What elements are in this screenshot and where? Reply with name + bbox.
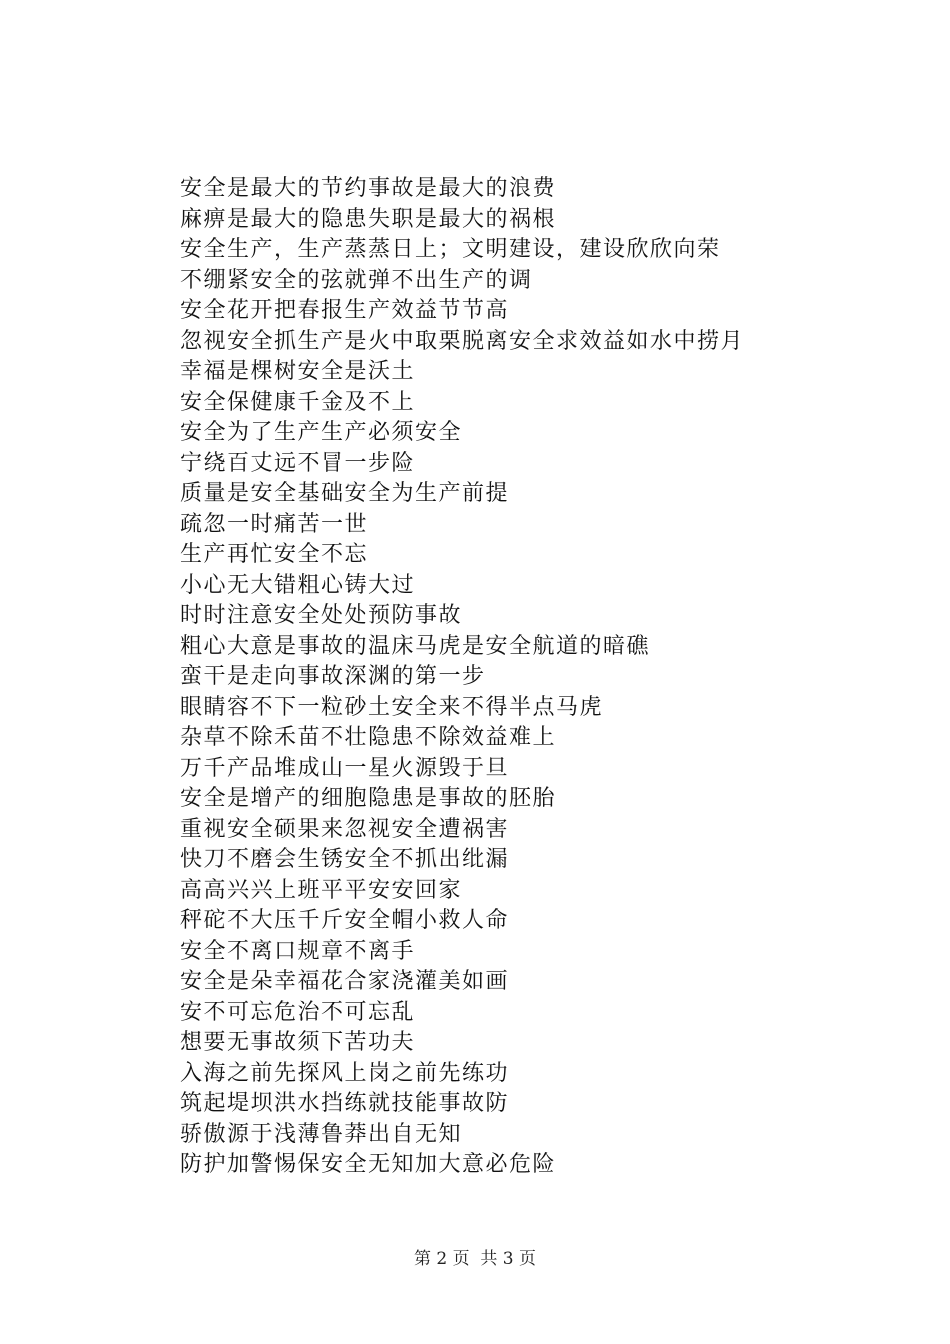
slogan-line: 安全是最大的节约事故是最大的浪费 — [180, 176, 557, 201]
slogan-line: 快刀不磨会生锈安全不抓出纰漏 — [180, 847, 510, 872]
slogan-line: 入海之前先探风上岗之前先练功 — [180, 1060, 510, 1086]
slogan-line: 安不可忘危治不可忘乱 — [180, 999, 416, 1025]
slogan-line: 杂草不除禾苗不壮隐患不除效益难上 — [180, 725, 557, 750]
slogan-line: 想要无事故须下苦功夫 — [180, 1030, 416, 1055]
slogan-line: 高高兴兴上班平平安安回家 — [180, 877, 463, 903]
slogan-line: 麻痹是最大的隐患失职是最大的祸根 — [180, 206, 557, 232]
slogan-line: 忽视安全抓生产是火中取栗脱离安全求效益如水中捞月 — [180, 328, 745, 354]
slogan-line: 眼睛容不下一粒砂土安全来不得半点马虎 — [180, 694, 604, 720]
slogan-line: 不绷紧安全的弦就弹不出生产的调 — [180, 267, 533, 293]
slogan-line: 骄傲源于浅薄鲁莽出自无知 — [180, 1121, 463, 1147]
slogan-line: 安全为了生产生产必须安全 — [180, 420, 463, 445]
slogan-line: 宁绕百丈远不冒一步险 — [180, 450, 416, 476]
slogan-line: 安全是朵幸福花合家浇灌美如画 — [180, 969, 510, 994]
slogan-line: 安全保健康千金及不上 — [180, 389, 416, 415]
slogan-line: 防护加警惕保安全无知加大意必危险 — [180, 1152, 557, 1177]
slogan-list — [180, 174, 744, 1181]
slogan-line: 安全生产，生产蒸蒸日上；文明建设，建设欣欣向荣 — [180, 237, 721, 262]
slogan-line: 安全不离口规章不离手 — [180, 938, 416, 964]
slogan-line: 蛮干是走向事故深渊的第一步 — [180, 664, 486, 689]
slogan-line: 质量是安全基础安全为生产前提 — [180, 481, 510, 506]
slogan-line: 幸福是棵树安全是沃土 — [180, 359, 416, 384]
page-number-footer: 第 2 页 共 3 页 — [413, 1249, 537, 1269]
slogan-line: 疏忽一时痛苦一世 — [180, 511, 369, 537]
slogan-line: 安全是增产的细胞隐患是事故的胚胎 — [180, 786, 557, 811]
slogan-line: 秤砣不大压千斤安全帽小救人命 — [180, 908, 510, 933]
slogan-line: 安全花开把春报生产效益节节高 — [180, 298, 510, 323]
slogan-line: 筑起堤坝洪水挡练就技能事故防 — [180, 1091, 510, 1116]
slogan-line: 粗心大意是事故的温床马虎是安全航道的暗礁 — [180, 633, 651, 659]
slogan-line: 重视安全硕果来忽视安全遭祸害 — [180, 816, 510, 842]
slogan-line: 生产再忙安全不忘 — [180, 542, 369, 567]
slogan-line: 时时注意安全处处预防事故 — [180, 603, 463, 628]
slogan-line: 小心无大错粗心铸大过 — [180, 572, 416, 598]
slogan-line: 万千产品堆成山一星火源毁于旦 — [180, 755, 510, 781]
